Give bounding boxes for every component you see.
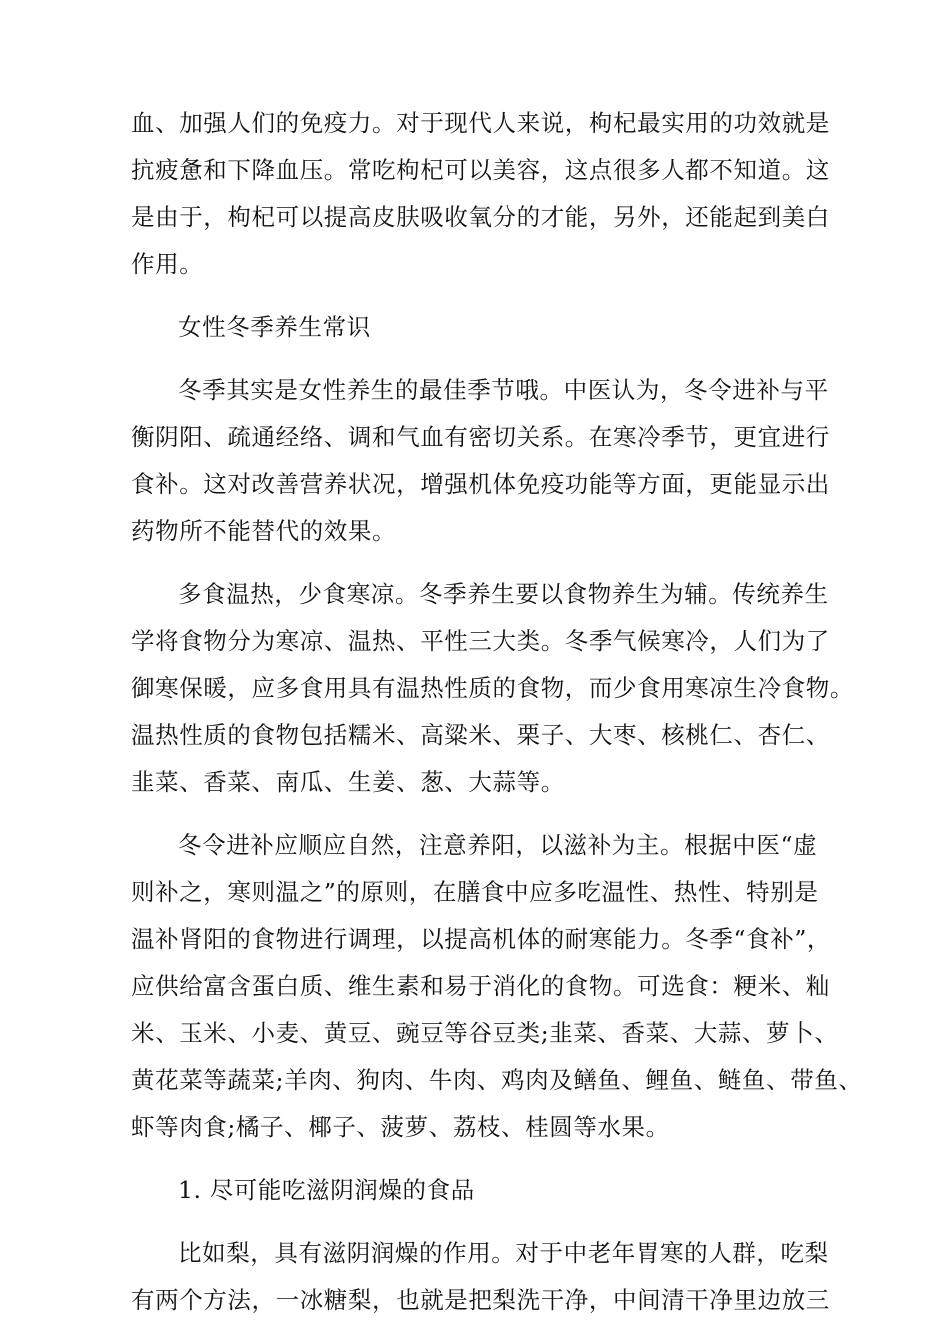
text-line: 黄花菜等蔬菜;羊肉、狗肉、牛肉、鸡肉及鳝鱼、鲤鱼、鲢鱼、带鱼、	[131, 1066, 863, 1094]
text-line: 作用。	[131, 250, 204, 278]
text-line: 衡阴阳、疏通经络、调和气血有密切关系。在寒冷季节，更宜进行	[131, 423, 830, 451]
text-line: 米、玉米、小麦、黄豆、豌豆等谷豆类;韭菜、香菜、大蒜、萝卜、	[131, 1019, 839, 1047]
text-line: 药物所不能替代的效果。	[131, 517, 397, 545]
text-line: 有两个方法，一冰糖梨，也就是把梨洗干净，中间清干净里边放三	[131, 1286, 830, 1314]
text-line: 比如梨，具有滋阴润燥的作用。对于中老年胃寒的人群，吃梨	[178, 1239, 829, 1267]
text-line: 多食温热，少食寒凉。冬季养生要以食物养生为辅。传统养生	[178, 580, 829, 608]
text-line: 虾等肉食;橘子、椰子、菠萝、荔枝、桂圆等水果。	[131, 1113, 670, 1141]
text-line: 则补之，寒则温之”的原则，在膳食中应多吃温性、热性、特别是	[131, 878, 819, 906]
text-line: 血、加强人们的免疫力。对于现代人来说，枸杞最实用的功效就是	[131, 109, 830, 137]
paragraph	[131, 822, 863, 1151]
text-line: 冬令进补应顺应自然，注意养阳，以滋补为主。根据中医“虚	[178, 831, 818, 859]
text-line: 韭菜、香菜、南瓜、生姜、葱、大蒜等。	[131, 768, 565, 796]
paragraph	[131, 1230, 833, 1324]
text-line: 冬季其实是女性养生的最佳季节哦。中医认为，冬令进补与平	[178, 376, 829, 404]
paragraph	[131, 571, 854, 806]
text-line: 1. 尽可能吃滋阴润燥的食品	[178, 1176, 475, 1204]
numbered-heading	[131, 1167, 833, 1214]
text-line: 女性冬季养生常识	[178, 313, 371, 341]
text-line: 食补。这对改善营养状况，增强机体免疫功能等方面，更能显示出	[131, 470, 830, 498]
text-line: 温补肾阳的食物进行调理，以提高机体的耐寒能力。冬季“食补”，	[131, 925, 832, 953]
paragraph	[131, 100, 833, 288]
text-line: 是由于，枸杞可以提高皮肤吸收氧分的才能，另外，还能起到美白	[131, 203, 830, 231]
text-line: 应供给富含蛋白质、维生素和易于消化的食物。可选食：粳米、籼	[131, 972, 830, 1000]
text-line: 御寒保暖，应多食用具有温热性质的食物，而少食用寒凉生冷食物。	[131, 674, 854, 702]
text-line: 温热性质的食物包括糯米、高粱米、栗子、大枣、核桃仁、杏仁、	[131, 721, 830, 749]
document-body	[131, 100, 863, 1324]
text-line: 抗疲惫和下降血压。常吃枸杞可以美容，这点很多人都不知道。这	[131, 156, 830, 184]
paragraph	[131, 367, 833, 555]
text-line: 学将食物分为寒凉、温热、平性三大类。冬季气候寒冷，人们为了	[131, 627, 830, 655]
section-heading	[131, 304, 833, 351]
